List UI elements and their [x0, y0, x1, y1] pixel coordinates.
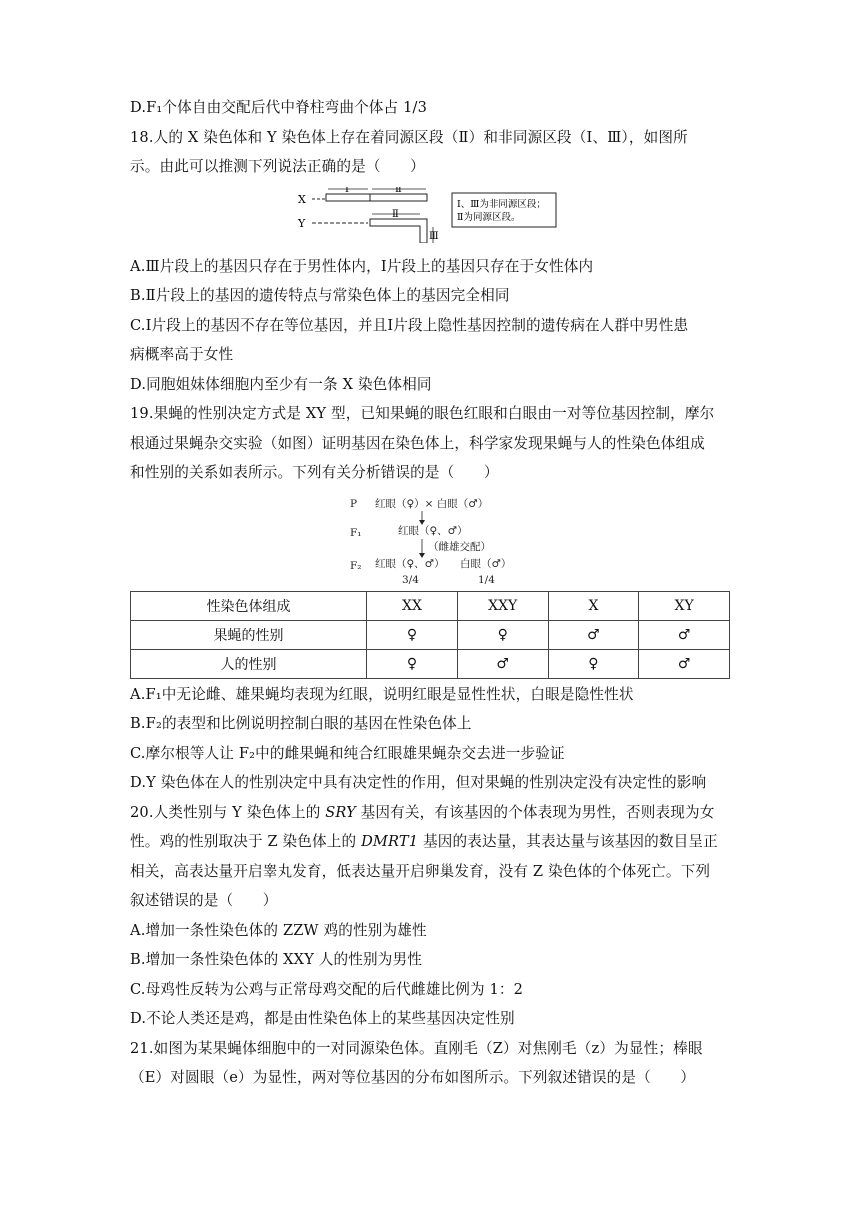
q18-option-a: A.Ⅲ片段上的基因只存在于男性体内，Ⅰ片段上的基因只存在于女性体内 [130, 257, 594, 275]
table-cell: XX [367, 591, 458, 620]
table-cell: ♂ [457, 649, 548, 678]
q20-text: 基因有关，有该基因的个体表现为男性，否则表现为女 [355, 803, 715, 821]
note-line-2: Ⅱ为同源区段。 [457, 211, 521, 223]
ratio-red: 3/4 [402, 573, 419, 585]
ratio-white: 1/4 [478, 573, 495, 585]
q19-option-c: C.摩尔根等人让 F₂中的雌果蝇和纯合红眼雄果蝇杂交去进一步验证 [130, 744, 565, 762]
q19-option-d: D.Y 染色体在人的性别决定中具有决定性的作用，但对果蝇的性别决定没有决定性的影响 [130, 774, 707, 791]
xy-chromosome-figure [130, 187, 730, 243]
q18-option-c-line-1: C.Ⅰ片段上的基因不存在等位基因，并且Ⅰ片段上隐性基因控制的遗传病在人群中男性患 [130, 316, 689, 334]
table-cell: XXY [457, 591, 548, 620]
gene-sry: SRY [325, 803, 356, 821]
q20-text: 20.人类性别与 Y 染色体上的 [130, 803, 326, 821]
q20-stem-line-1 [130, 803, 730, 823]
table-cell: ♀ [548, 649, 639, 678]
f1-text: 红眼（♀、♂） [398, 524, 468, 537]
table-row [131, 620, 730, 649]
f2-white: 白眼（♂） [460, 557, 512, 570]
table-cell: ♂ [548, 620, 639, 649]
table-cell: X [548, 591, 639, 620]
p-cross: 红眼（♀）× 白眼（♂） [375, 497, 489, 510]
q19-option-a: A.F₁中无论雌、雄果蝇均表现为红眼，说明红眼是显性性状，白眼是隐性性状 [130, 685, 634, 703]
q20-option-c: C.母鸡性反转为公鸡与正常母鸡交配的后代雌雄比例为 1：2 [130, 980, 524, 998]
f2-label: F₂ [350, 559, 362, 572]
q19-option-b: B.F₂的表型和比例说明控制白眼的基因在性染色体上 [130, 715, 472, 732]
note-line-1: Ⅰ、Ⅲ为非同源区段； [457, 198, 546, 210]
f1-mate: （雌雄交配） [428, 540, 491, 553]
table-cell: ♀ [367, 649, 458, 678]
q20-stem-line-2 [130, 832, 730, 852]
table-cell: XY [639, 591, 730, 620]
seg1-label: Ⅰ [345, 186, 349, 195]
q18-stem-line-2: 示。由此可以推测下列说法正确的是（ ） [130, 158, 425, 175]
q20-stem-line-3: 相关，高表达量开启睾丸发育，低表达量开启卵巢发育，没有 Z 染色体的个体死亡。下列 [130, 862, 711, 880]
f2-red: 红眼（♀、♂） [375, 557, 445, 570]
gene-dmrt1: DMRT1 [361, 833, 419, 850]
q20-text: 性。鸡的性别取决于 Z 染色体上的 [130, 833, 362, 850]
x-chromosome-bar [326, 194, 427, 201]
q17-option-d: D.F₁个体自由交配后代中脊柱弯曲个体占 1/3 [130, 99, 428, 116]
x-label: X [298, 192, 306, 206]
q19-stem-line-3: 和性别的关系如表所示。下列有关分析错误的是（ ） [130, 464, 499, 481]
table-cell: 人的性别 [131, 649, 367, 678]
q20-option-b: B.增加一条性染色体的 XXY 人的性别为男性 [130, 951, 423, 968]
q21-stem-line-2: （E）对圆眼（e）为显性，两对等位基因的分布如图所示。下列叙述错误的是（ ） [130, 1069, 696, 1086]
table-cell: 性染色体组成 [131, 591, 367, 620]
cross-experiment-diagram [130, 493, 730, 585]
table-cell: ♀ [457, 620, 548, 649]
xy-chromosome-diagram [130, 187, 730, 243]
table-cell: ♂ [639, 649, 730, 678]
seg3-label: Ⅲ [429, 230, 439, 242]
q20-stem-line-4: 叙述错误的是（ ） [130, 892, 278, 909]
y-chromosome-bar [370, 219, 427, 243]
q20-option-d: D.不论人类还是鸡，都是由性染色体上的某些基因决定性别 [130, 1010, 515, 1027]
cross-experiment-figure [130, 493, 730, 585]
q20-option-a: A.增加一条性染色体的 ZZW 鸡的性别为雄性 [130, 921, 427, 939]
q18-option-b: B.Ⅱ片段上的基因的遗传特点与常染色体上的基因完全相同 [130, 287, 510, 304]
q19-stem-line-2: 根通过果蝇杂交实验（如图）证明基因在染色体上，科学家发现果蝇与人的性染色体组成 [130, 434, 706, 452]
q20-text: 基因的表达量，其表达量与该基因的数目呈正 [418, 833, 718, 850]
q18-option-d: D.同胞姐妹体细胞内至少有一条 X 染色体相同 [130, 375, 432, 393]
table-cell: ♀ [367, 620, 458, 649]
table-row [131, 591, 730, 620]
p-label: P [350, 497, 358, 510]
seg2-label-y: Ⅱ [392, 208, 399, 220]
sex-chromosome-table [130, 591, 730, 679]
table-cell: ♂ [639, 620, 730, 649]
y-label: Y [298, 216, 306, 230]
exam-page [130, 98, 730, 1098]
seg2-label: Ⅱ [395, 186, 402, 195]
q21-stem-line-1: 21.如图为某果蝇体细胞中的一对同源染色体。直刚毛（Z）对焦刚毛（z）为显性；棒眼 [130, 1039, 703, 1057]
table-cell: 果蝇的性别 [131, 620, 367, 649]
q18-option-c-line-2: 病概率高于女性 [130, 346, 234, 363]
q18-stem-line-1: 18.人的 X 染色体和 Y 染色体上存在着同源区段（Ⅱ）和非同源区段（Ⅰ、Ⅲ），如图所 [130, 128, 688, 146]
q19-stem-line-1: 19.果蝇的性别决定方式是 XY 型，已知果蝇的眼色红眼和白眼由一对等位基因控制，摩尔 [130, 405, 715, 422]
f1-label: F₁ [350, 526, 362, 539]
table-row [131, 649, 730, 678]
